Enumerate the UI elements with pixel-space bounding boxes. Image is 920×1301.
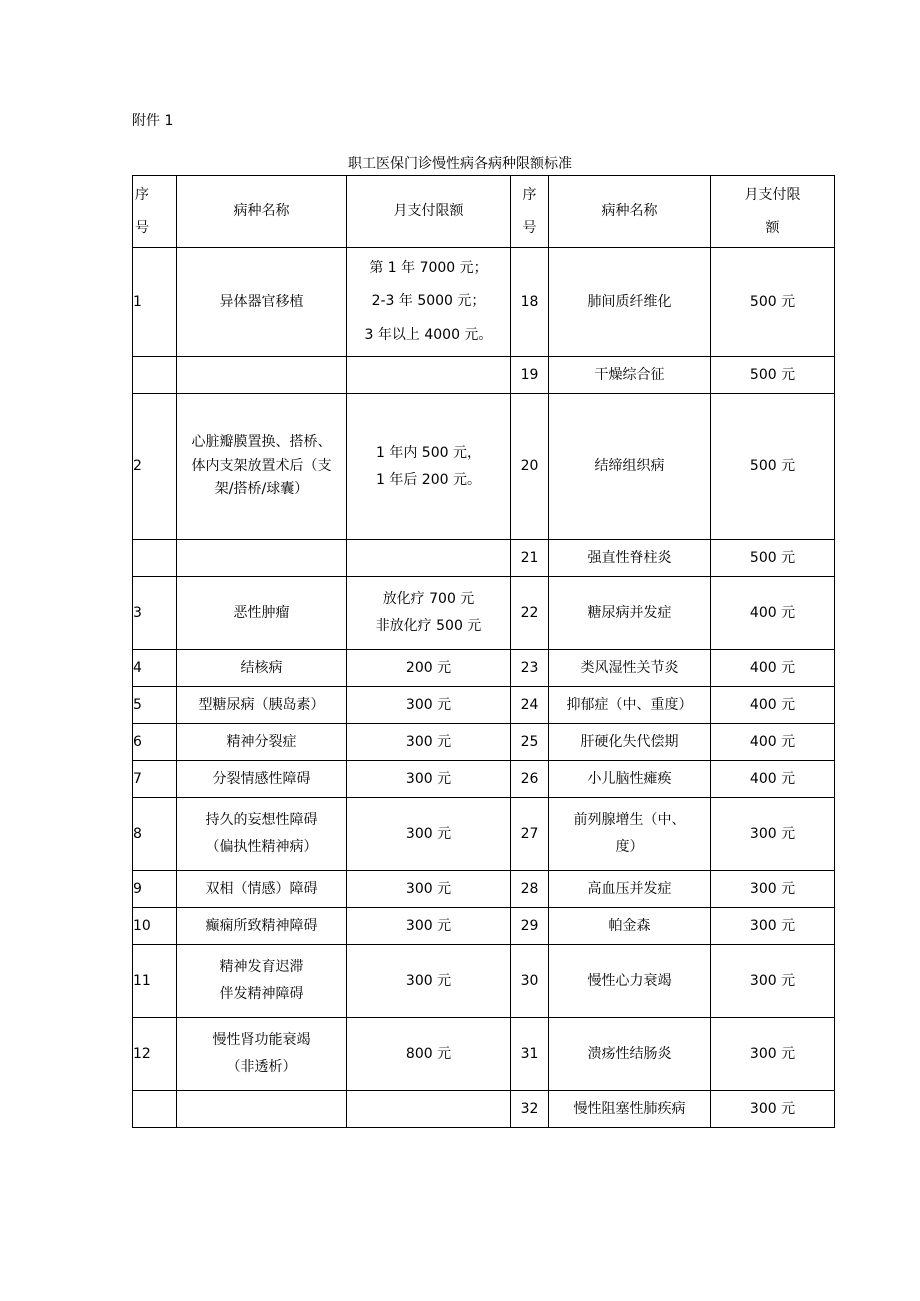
seq-cell: 27 <box>511 798 549 871</box>
table-row <box>133 945 835 1018</box>
document-title: 职工医保门诊慢性病各病种限额标准 <box>348 156 572 172</box>
empty-cell <box>177 357 347 394</box>
table-row <box>133 1018 835 1091</box>
disease-name-cell: 强直性脊柱炎 <box>549 540 711 577</box>
amount-cell: 800 元 <box>347 1018 511 1091</box>
seq-cell: 18 <box>511 248 549 357</box>
disease-name-cell: 心脏瓣膜置换、搭桥、 体内支架放置术后（支 架/搭桥/球囊） <box>177 394 347 540</box>
seq-cell: 20 <box>511 394 549 540</box>
disease-name-cell: 肝硬化失代偿期 <box>549 724 711 761</box>
seq-cell: 9 <box>133 871 177 908</box>
header-name-right: 病种名称 <box>549 176 711 248</box>
table-row <box>133 871 835 908</box>
empty-cell <box>133 540 177 577</box>
seq-cell: 3 <box>133 577 177 650</box>
seq-cell: 21 <box>511 540 549 577</box>
disease-name-cell: 类风湿性关节炎 <box>549 650 711 687</box>
disease-name-cell: 结缔组织病 <box>549 394 711 540</box>
amount-cell: 400 元 <box>711 724 835 761</box>
amount-cell: 300 元 <box>711 1018 835 1091</box>
amount-cell: 300 元 <box>347 908 511 945</box>
disease-name-cell: 持久的妄想性障碍 （偏执性精神病） <box>177 798 347 871</box>
amount-cell: 200 元 <box>347 650 511 687</box>
amount-cell: 300 元 <box>711 871 835 908</box>
disease-name-cell: 结核病 <box>177 650 347 687</box>
seq-cell: 24 <box>511 687 549 724</box>
amount-cell: 300 元 <box>347 945 511 1018</box>
limit-standard-table <box>132 175 835 1128</box>
table-row <box>133 394 835 540</box>
seq-cell: 28 <box>511 871 549 908</box>
table-row <box>133 798 835 871</box>
amount-cell: 500 元 <box>711 394 835 540</box>
seq-cell: 26 <box>511 761 549 798</box>
amount-cell: 300 元 <box>347 798 511 871</box>
disease-name-cell: 肺间质纤维化 <box>549 248 711 357</box>
table-row <box>133 248 835 357</box>
empty-cell <box>347 357 511 394</box>
amount-cell: 300 元 <box>347 871 511 908</box>
amount-cell: 300 元 <box>347 724 511 761</box>
seq-cell: 6 <box>133 724 177 761</box>
table-row <box>133 650 835 687</box>
table-row <box>133 540 835 577</box>
disease-name-cell: 异体器官移植 <box>177 248 347 357</box>
empty-cell <box>133 357 177 394</box>
seq-cell: 10 <box>133 908 177 945</box>
seq-cell: 23 <box>511 650 549 687</box>
table-row <box>133 724 835 761</box>
disease-name-cell: 癫痫所致精神障碍 <box>177 908 347 945</box>
disease-name-cell: 帕金森 <box>549 908 711 945</box>
disease-name-cell: 慢性心力衰竭 <box>549 945 711 1018</box>
seq-cell: 29 <box>511 908 549 945</box>
seq-cell: 5 <box>133 687 177 724</box>
disease-name-cell: 精神发育迟滞 伴发精神障碍 <box>177 945 347 1018</box>
disease-name-cell: 型糖尿病（胰岛素） <box>177 687 347 724</box>
header-seq-left: 序 号 <box>133 176 177 248</box>
table-row <box>133 1091 835 1128</box>
seq-cell: 1 <box>133 248 177 357</box>
attachment-label: 附件 1 <box>132 113 174 129</box>
header-amount-right: 月支付限 额 <box>711 176 835 248</box>
empty-cell <box>133 1091 177 1128</box>
seq-cell: 2 <box>133 394 177 540</box>
amount-cell: 500 元 <box>711 248 835 357</box>
disease-name-cell: 分裂情感性障碍 <box>177 761 347 798</box>
header-name-left: 病种名称 <box>177 176 347 248</box>
header-seq-right: 序 号 <box>511 176 549 248</box>
seq-cell: 19 <box>511 357 549 394</box>
disease-name-cell: 小儿脑性瘫痪 <box>549 761 711 798</box>
amount-cell: 400 元 <box>711 577 835 650</box>
disease-name-cell: 高血压并发症 <box>549 871 711 908</box>
seq-cell: 4 <box>133 650 177 687</box>
empty-cell <box>177 1091 347 1128</box>
amount-cell: 300 元 <box>711 908 835 945</box>
empty-cell <box>347 1091 511 1128</box>
seq-cell: 7 <box>133 761 177 798</box>
seq-cell: 32 <box>511 1091 549 1128</box>
table-row <box>133 761 835 798</box>
seq-cell: 11 <box>133 945 177 1018</box>
disease-name-cell: 双相（情感）障碍 <box>177 871 347 908</box>
disease-name-cell: 抑郁症（中、重度） <box>549 687 711 724</box>
disease-name-cell: 糖尿病并发症 <box>549 577 711 650</box>
amount-cell: 300 元 <box>711 1091 835 1128</box>
disease-name-cell: 精神分裂症 <box>177 724 347 761</box>
amount-cell: 500 元 <box>711 540 835 577</box>
amount-cell: 500 元 <box>711 357 835 394</box>
table-row <box>133 357 835 394</box>
disease-name-cell: 溃疡性结肠炎 <box>549 1018 711 1091</box>
header-amount-left: 月支付限额 <box>347 176 511 248</box>
disease-name-cell: 前列腺增生（中、 度） <box>549 798 711 871</box>
seq-cell: 31 <box>511 1018 549 1091</box>
seq-cell: 8 <box>133 798 177 871</box>
amount-cell: 400 元 <box>711 687 835 724</box>
disease-name-cell: 慢性阻塞性肺疾病 <box>549 1091 711 1128</box>
amount-cell: 300 元 <box>347 687 511 724</box>
amount-cell: 400 元 <box>711 650 835 687</box>
table-row <box>133 577 835 650</box>
disease-name-cell: 恶性肿瘤 <box>177 577 347 650</box>
disease-name-cell: 慢性肾功能衰竭 （非透析） <box>177 1018 347 1091</box>
amount-cell: 300 元 <box>711 798 835 871</box>
amount-cell: 300 元 <box>711 945 835 1018</box>
amount-cell: 300 元 <box>347 761 511 798</box>
seq-cell: 30 <box>511 945 549 1018</box>
amount-cell: 400 元 <box>711 761 835 798</box>
amount-cell: 放化疗 700 元 非放化疗 500 元 <box>347 577 511 650</box>
table-header-row <box>133 176 835 248</box>
disease-name-cell: 干燥综合征 <box>549 357 711 394</box>
table-row <box>133 687 835 724</box>
seq-cell: 22 <box>511 577 549 650</box>
seq-cell: 12 <box>133 1018 177 1091</box>
empty-cell <box>347 540 511 577</box>
seq-cell: 25 <box>511 724 549 761</box>
empty-cell <box>177 540 347 577</box>
table-row <box>133 908 835 945</box>
amount-cell: 1 年内 500 元， 1 年后 200 元。 <box>347 394 511 540</box>
amount-cell: 第 1 年 7000 元； 2-3 年 5000 元； 3 年以上 4000 元。 <box>347 248 511 357</box>
